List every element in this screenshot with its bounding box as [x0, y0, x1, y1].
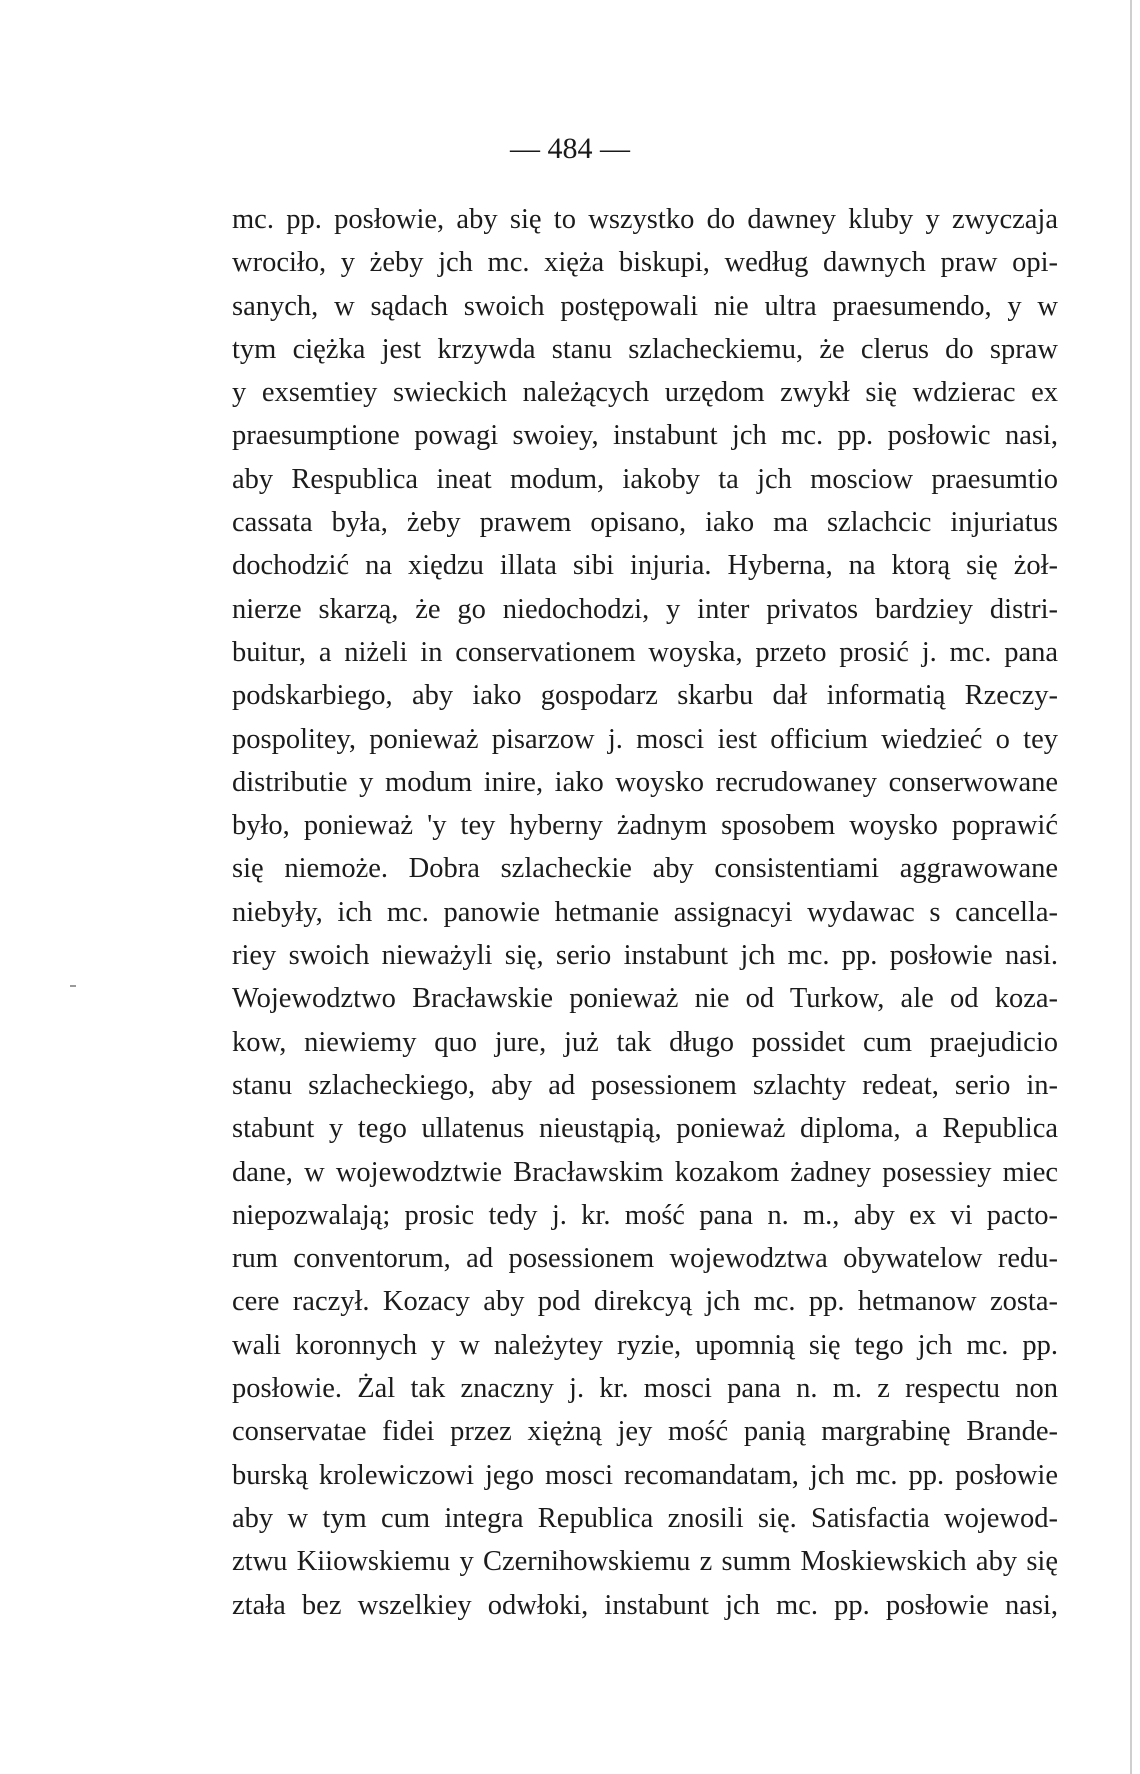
text-line: aby Respublica ineat modum, iakoby ta jch mosciow praesumtio — [232, 463, 1058, 495]
text-line: niebyły, ich mc. panowie hetmanie assignacyi wydawac s cancella- — [232, 896, 1058, 928]
text-line: mc. pp. posłowie, aby się to wszystko do dawney kluby y zwyczaja — [232, 204, 1058, 235]
text-line: Wojewodztwo Bracławskie ponieważ nie od Turkow, ale od koza- — [232, 983, 1058, 1015]
text-line: wrociło, y żeby jch mc. xięża biskupi, według dawnych praw opi- — [232, 247, 1058, 279]
text-line: praesumptione powagi swoiey, instabunt jch mc. pp. posłowic nasi, — [232, 420, 1058, 452]
text-line: stanu szlacheckiego, aby ad posessionem szlachty redeat, serio in- — [232, 1069, 1058, 1101]
text-line: wali koronnych y w należytey ryzie, upomnią się tego jch mc. pp. — [232, 1329, 1058, 1361]
text-line: się niemoże. Dobra szlacheckie aby consistentiami aggrawowane — [232, 853, 1058, 885]
text-line: stabunt y tego ullatenus nieustąpią, ponieważ diploma, a Republica — [232, 1113, 1058, 1145]
text-line: dochodzić na xiędzu illata sibi injuria. Hyberna, na ktorą się żoł- — [232, 550, 1058, 582]
text-line: riey swoich nieważyli się, serio instabunt jch mc. pp. posłowie nasi. — [232, 940, 1058, 972]
margin-mark — [70, 985, 76, 987]
page-number: — 484 — — [510, 132, 630, 165]
text-line: rum conventorum, ad posessionem wojewodztwa obywatelow redu- — [232, 1243, 1058, 1275]
text-line: kow, niewiemy quo jure, już tak długo possidet cum praejudicio — [232, 1026, 1058, 1058]
text-line: aby w tym cum integra Republica znosili się. Satisfactia wojewod- — [232, 1502, 1058, 1534]
text-line: cassata była, żeby prawem opisano, iako ma szlachcic injuriatus — [232, 507, 1058, 539]
body-text — [232, 198, 1058, 1627]
text-line: burską krolewiczowi jego mosci recomandatam, jch mc. pp. posłowie — [232, 1459, 1058, 1491]
text-line: niepozwalają; prosic tedy j. kr. mość pana n. m., aby ex vi pacto- — [232, 1199, 1058, 1231]
text-line: dane, w wojewodztwie Bracławskim kozakom żadney posessiey miec — [232, 1156, 1058, 1188]
text-line: pospolitey, ponieważ pisarzow j. mosci iest officium wiedzieć o tey — [232, 723, 1058, 755]
text-line: y exsemtiey swieckich należących urzędom zwykł się wdzierac ex — [232, 377, 1058, 409]
text-line: podskarbiego, aby iako gospodarz skarbu dał informatią Rzeczy- — [232, 680, 1058, 712]
text-line: nierze skarzą, że go niedochodzi, y inter privatos bardziey distri- — [232, 593, 1058, 625]
text-line: ztwu Kiiowskiemu y Czernihowskiemu z summ Moskiewskich aby się — [232, 1546, 1058, 1578]
text-line: posłowie. Żal tak znaczny j. kr. mosci pana n. m. z respectu non — [232, 1373, 1058, 1405]
text-line: conservatae fidei przez xiężną jey mość panią margrabinę Brande- — [232, 1416, 1058, 1448]
text-line: tym ciężka jest krzywda stanu szlacheckiemu, że clerus do spraw — [232, 333, 1058, 365]
text-line: ztała bez wszelkiey odwłoki, instabunt jch mc. pp. posłowie nasi, — [232, 1589, 1058, 1621]
text-line: cere raczył. Kozacy aby pod direkcyą jch mc. pp. hetmanow zosta- — [232, 1286, 1058, 1318]
text-line: było, ponieważ 'y tey hyberny żadnym sposobem woysko poprawić — [232, 810, 1058, 842]
text-line: distributie y modum inire, iako woysko recrudowaney conserwowane — [232, 766, 1058, 798]
text-line: buitur, a niżeli in conservationem woyska, przeto prosić j. mc. pana — [232, 636, 1058, 668]
text-line: sanych, w sądach swoich postępowali nie ultra praesumendo, y w — [232, 290, 1058, 322]
page-edge-line — [1130, 0, 1132, 1774]
